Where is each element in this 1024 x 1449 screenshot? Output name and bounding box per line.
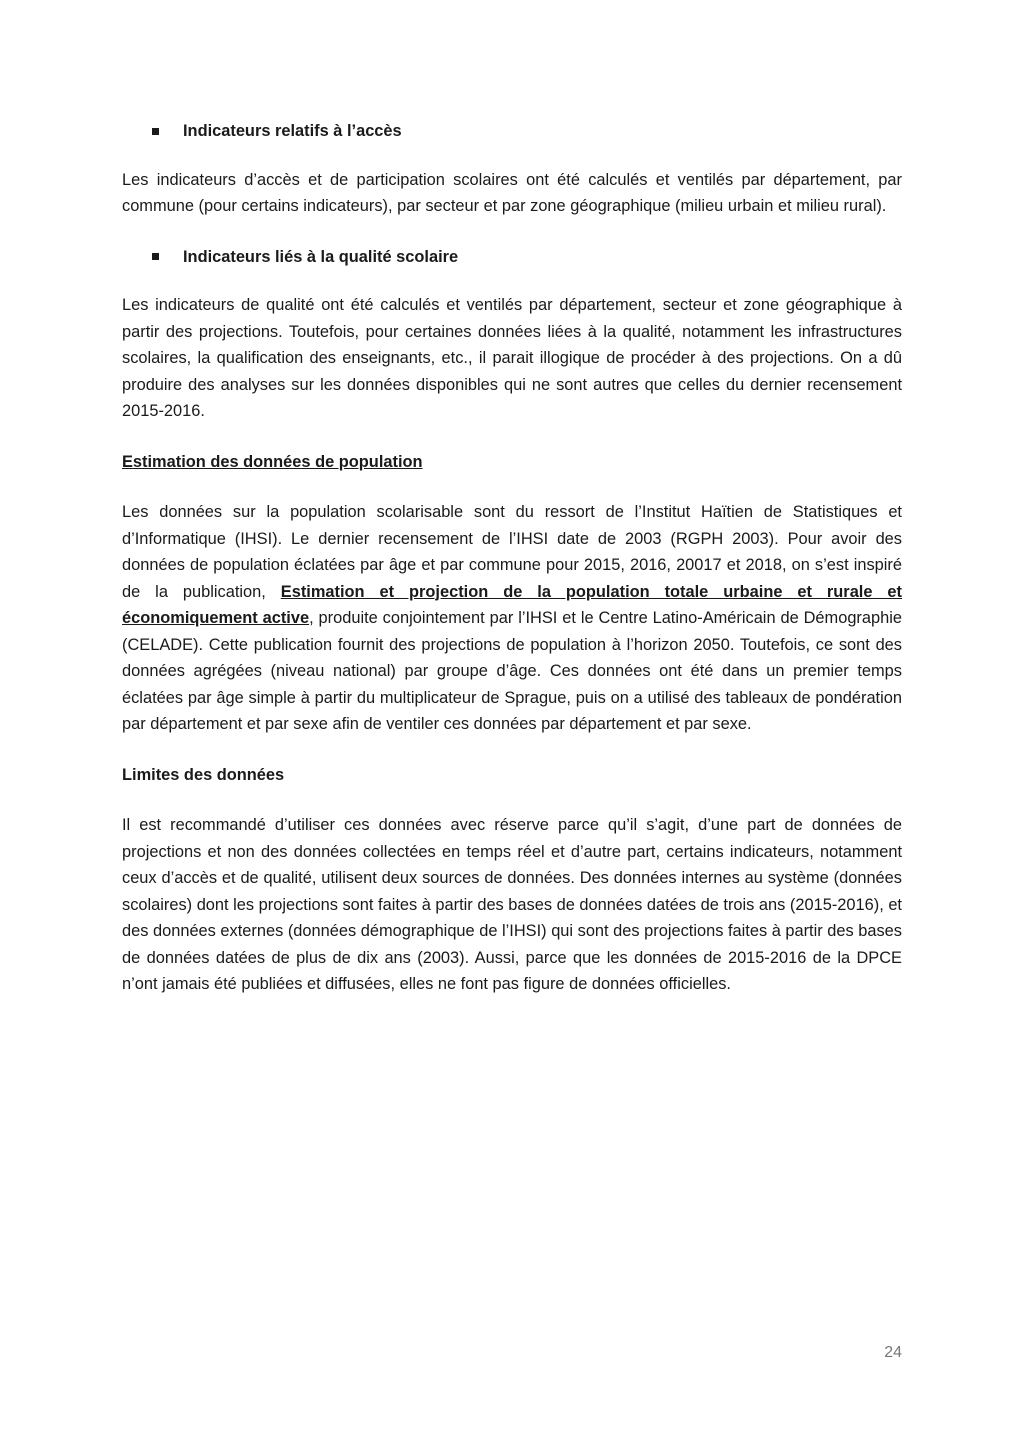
quality-heading-text: Indicateurs liés à la qualité scolaire: [183, 247, 459, 266]
limits-paragraph: Il est recommandé d’utiliser ces données avec réserve parce qu’il s’agit, d’une part de données de projections et non des données collectées en temps réel et d’autre part, certains indicateurs, notamment ceux d’accès et de qualité, utilisent deux sources de données. Des données internes au système (données scolaires) dont les projections sont faites à partir des bases de données datées de trois ans (2015-2016), et des données externes (données démographique de l’IHSI) qui sont des projections faites à partir des bases de données datées de plus de dix ans (2003). Aussi, parce que les données de 2015-2016 de la DPCE n’ont jamais été publiées et diffusées, elles ne font pas figure de données officielles.: [122, 816, 902, 993]
access-indicators-heading: [152, 118, 902, 145]
population-paragraph-intro: Les données sur la population scolarisable sont du ressort de l’Institut Haïtien de Statistiques et d’Informatique (IHSI). Le dernier recensement de l’IHSI date de 2003 (RGPH 2003). Pour avoir des données de population éclatées par âge et par commune pour 2015, 2016, 20017 et 2018, on s’est inspiré de la publication,: [122, 503, 902, 601]
page-number: 24: [884, 1344, 902, 1361]
quality-paragraph: Les indicateurs de qualité ont été calculés et ventilés par département, secteur et zone géographique à partir des projections. Toutefois, pour certaines données liées à la qualité, notamment les infrastructures scolaires, la qualification des enseignants, etc., il parait illogique de procéder à des projections. On a dû produire des analyses sur les données disponibles qui ne sont autres que celles du dernier recensement 2015-2016.: [122, 296, 902, 420]
population-paragraph: [122, 499, 902, 738]
quality-indicators-heading: [152, 244, 902, 271]
document-page: [122, 118, 902, 1022]
square-bullet-icon: [152, 128, 159, 135]
data-limits-heading: Limites des données: [122, 765, 285, 784]
population-estimation-heading: Estimation des données de population: [122, 452, 423, 471]
publication-title-link[interactable]: Estimation et projection de la population totale urbaine et rurale et économiquement active: [122, 582, 902, 627]
access-paragraph: Les indicateurs d’accès et de participation scolaires ont été calculés et ventilés par département, par commune (pour certains indicateurs), par secteur et par zone géographique (milieu urbain et milieu rural).: [122, 170, 902, 215]
population-paragraph-rest: , produite conjointement par l’IHSI et le Centre Latino-Américain de Démographie (CELADE). Cette publication fournit des projections de population à l’horizon 2050. Toutefois, ce sont des données agrégées (niveau national) par groupe d’âge. Ces données ont été dans un premier temps éclatées par âge simple à partir du multiplicateur de Sprague, puis on a utilisé des tableaux de pondération par département et par sexe afin de ventiler ces données par département et par sexe.: [122, 609, 902, 733]
access-heading-text: Indicateurs relatifs à l’accès: [183, 122, 402, 140]
square-bullet-icon: [152, 253, 159, 260]
